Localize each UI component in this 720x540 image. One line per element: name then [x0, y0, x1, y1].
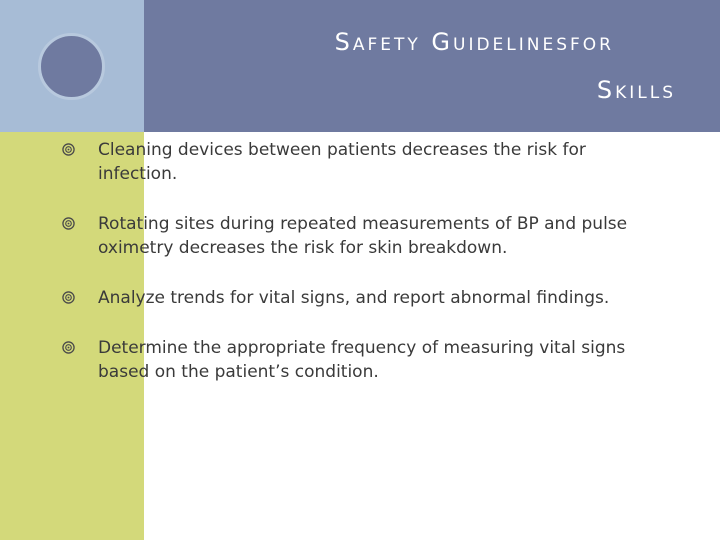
bullet-text: Cleaning devices between patients decreases the risk for infection.: [98, 140, 586, 184]
bullet-list: [62, 138, 662, 410]
circled-bullet-icon: [62, 143, 75, 156]
bullet-item: [62, 286, 662, 310]
circled-bullet-icon: [62, 217, 75, 230]
circled-bullet-icon: [62, 291, 75, 304]
slide-title: [150, 18, 676, 114]
slide-title-line-2: Skills: [596, 76, 676, 104]
bullet-text: Analyze trends for vital signs, and report abnormal findings.: [98, 288, 610, 308]
bullet-text: Determine the appropriate frequency of measuring vital signs based on the patient’s condition.: [98, 338, 626, 382]
slide-title-line-1: Safety Guidelinesfor: [334, 28, 614, 56]
bullet-text: Rotating sites during repeated measurements of BP and pulse oximetry decreases the risk for skin breakdown.: [98, 214, 628, 258]
bullet-item: [62, 138, 662, 186]
bullet-item: [62, 212, 662, 260]
decorative-circle-icon: [38, 33, 105, 100]
circled-bullet-icon: [62, 341, 75, 354]
bullet-item: [62, 336, 662, 384]
